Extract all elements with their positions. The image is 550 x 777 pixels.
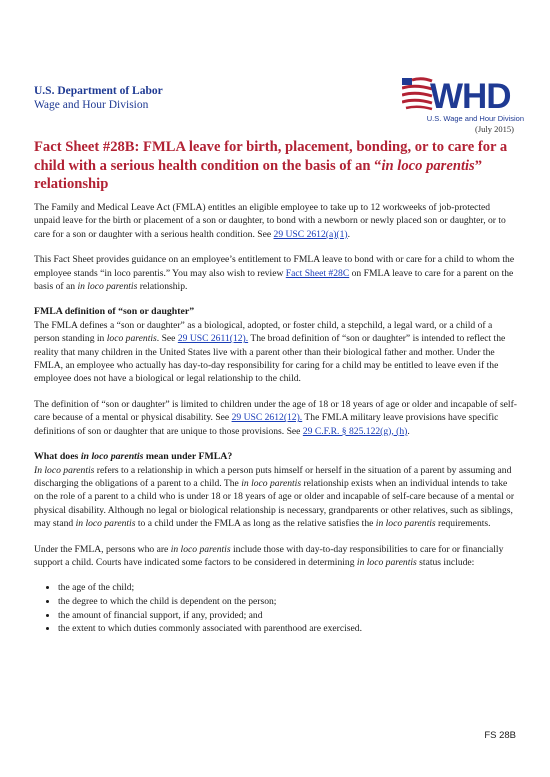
list-item: • the degree to which the child is dependent on the person; <box>58 595 518 609</box>
main-content <box>34 201 518 636</box>
list-item: • the amount of financial support, if any, provided; and <box>58 609 518 623</box>
meaning-paragraph-2: Under the FMLA, persons who are in loco parentis include those with day-to-day responsibilities to care for or financially support a child. Courts have indicated some factors to be considered in determining in loco parentis status include: <box>34 543 504 568</box>
list-item: • the extent to which duties commonly associated with parenthood are exercised. <box>58 622 518 636</box>
logo-flag-canton <box>402 78 412 85</box>
meaning-heading: What does in loco parentis mean under FMLA? <box>34 451 233 463</box>
definition-heading: FMLA definition of “son or daughter” <box>34 306 195 318</box>
intro-paragraph-1: The Family and Medical Leave Act (FMLA) entitles an eligible employee to take up to 12 workweeks of job-protected unpaid leave for the birth or placement of a son or daughter, to bond with a newborn or newly placed son or daughter, or to care for a son or daughter with a serious health condition. See 29 USC 2612(a)(1). <box>34 202 506 240</box>
link-29-usc-2611-12[interactable]: 29 USC 2611(12). <box>177 333 249 345</box>
definition-paragraph-2: The definition of “son or daughter” is limited to children under the age of 18 or 18 years of age or older and incapable of self-care because of a mental or physical disability. See 29 USC 2612(12). The FMLA military leave provisions have specific definitions of son or daughter that are unique to those provisions. See 29 C.F.R. § 825.122(g), (h). <box>34 398 517 437</box>
link-29-cfr-825-122[interactable]: 29 C.F.R. § 825.122(g), (h) <box>302 425 408 437</box>
definition-paragraph-1: The FMLA defines a “son or daughter” as a biological, adopted, or foster child, a stepchild, a legal ward, or a child of a person standing in loco parentis. See 29 USC 2611(12). The broad definition of “son or daughter” is intended to reflect the reality that many children in the United States live with a parent other than their biological father and mother. Under the FMLA, an employee who actually has day-to-day responsibility for caring for a child may be entitled to leave even if the employee does not have a biological or legal relationship to the child. <box>34 319 506 385</box>
agency-name: U.S. Department of Labor <box>34 85 163 97</box>
logo-letters: WHD <box>430 77 511 114</box>
intro-paragraph-2: This Fact Sheet provides guidance on an employee’s entitlement to FMLA leave to bond with or care for a child to whom the employee stands “in loco parentis.” You may also wish to review Fact Sheet #28C on FMLA leave to care for a parent on the basis of an in loco parentis relationship. <box>34 254 515 293</box>
list-item: • the age of the child; <box>58 581 518 595</box>
whd-logo <box>402 74 520 114</box>
logo-subtitle: U.S. Wage and Hour Division <box>426 114 524 123</box>
factors-list <box>34 581 518 635</box>
link-29-usc-2612-12[interactable]: 29 USC 2612(12). <box>231 412 303 424</box>
link-fact-sheet-28c[interactable]: Fact Sheet #28C <box>285 267 350 279</box>
link-29-usc-2612a1[interactable]: 29 USC 2612(a)(1) <box>273 228 348 240</box>
meaning-paragraph-1: In loco parentis refers to a relationship in which a person puts himself or herself in the situation of a parent by assuming and discharging the obligations of a parent to a child. The in loco parentis relationship exists when an individual intends to take on the role of a parent to a child who is under 18 or 18 years of age or older and incapable of self-care because of a mental or physical disability. Although no legal or biological relationship is necessary, grandparents or other relatives, such as siblings, may stand in loco parentis to a child under the FMLA as long as the relative satisfies the in loco parentis requirements. <box>34 464 515 530</box>
division-name: Wage and Hour Division <box>34 99 149 111</box>
page-title: Fact Sheet #28B: FMLA leave for birth, placement, bonding, or to care for a child with a serious health condition on the basis of an “in loco parentis” relationship <box>34 139 508 192</box>
page-footer-id: FS 28B <box>484 730 516 741</box>
publication-date: (July 2015) <box>475 124 514 134</box>
